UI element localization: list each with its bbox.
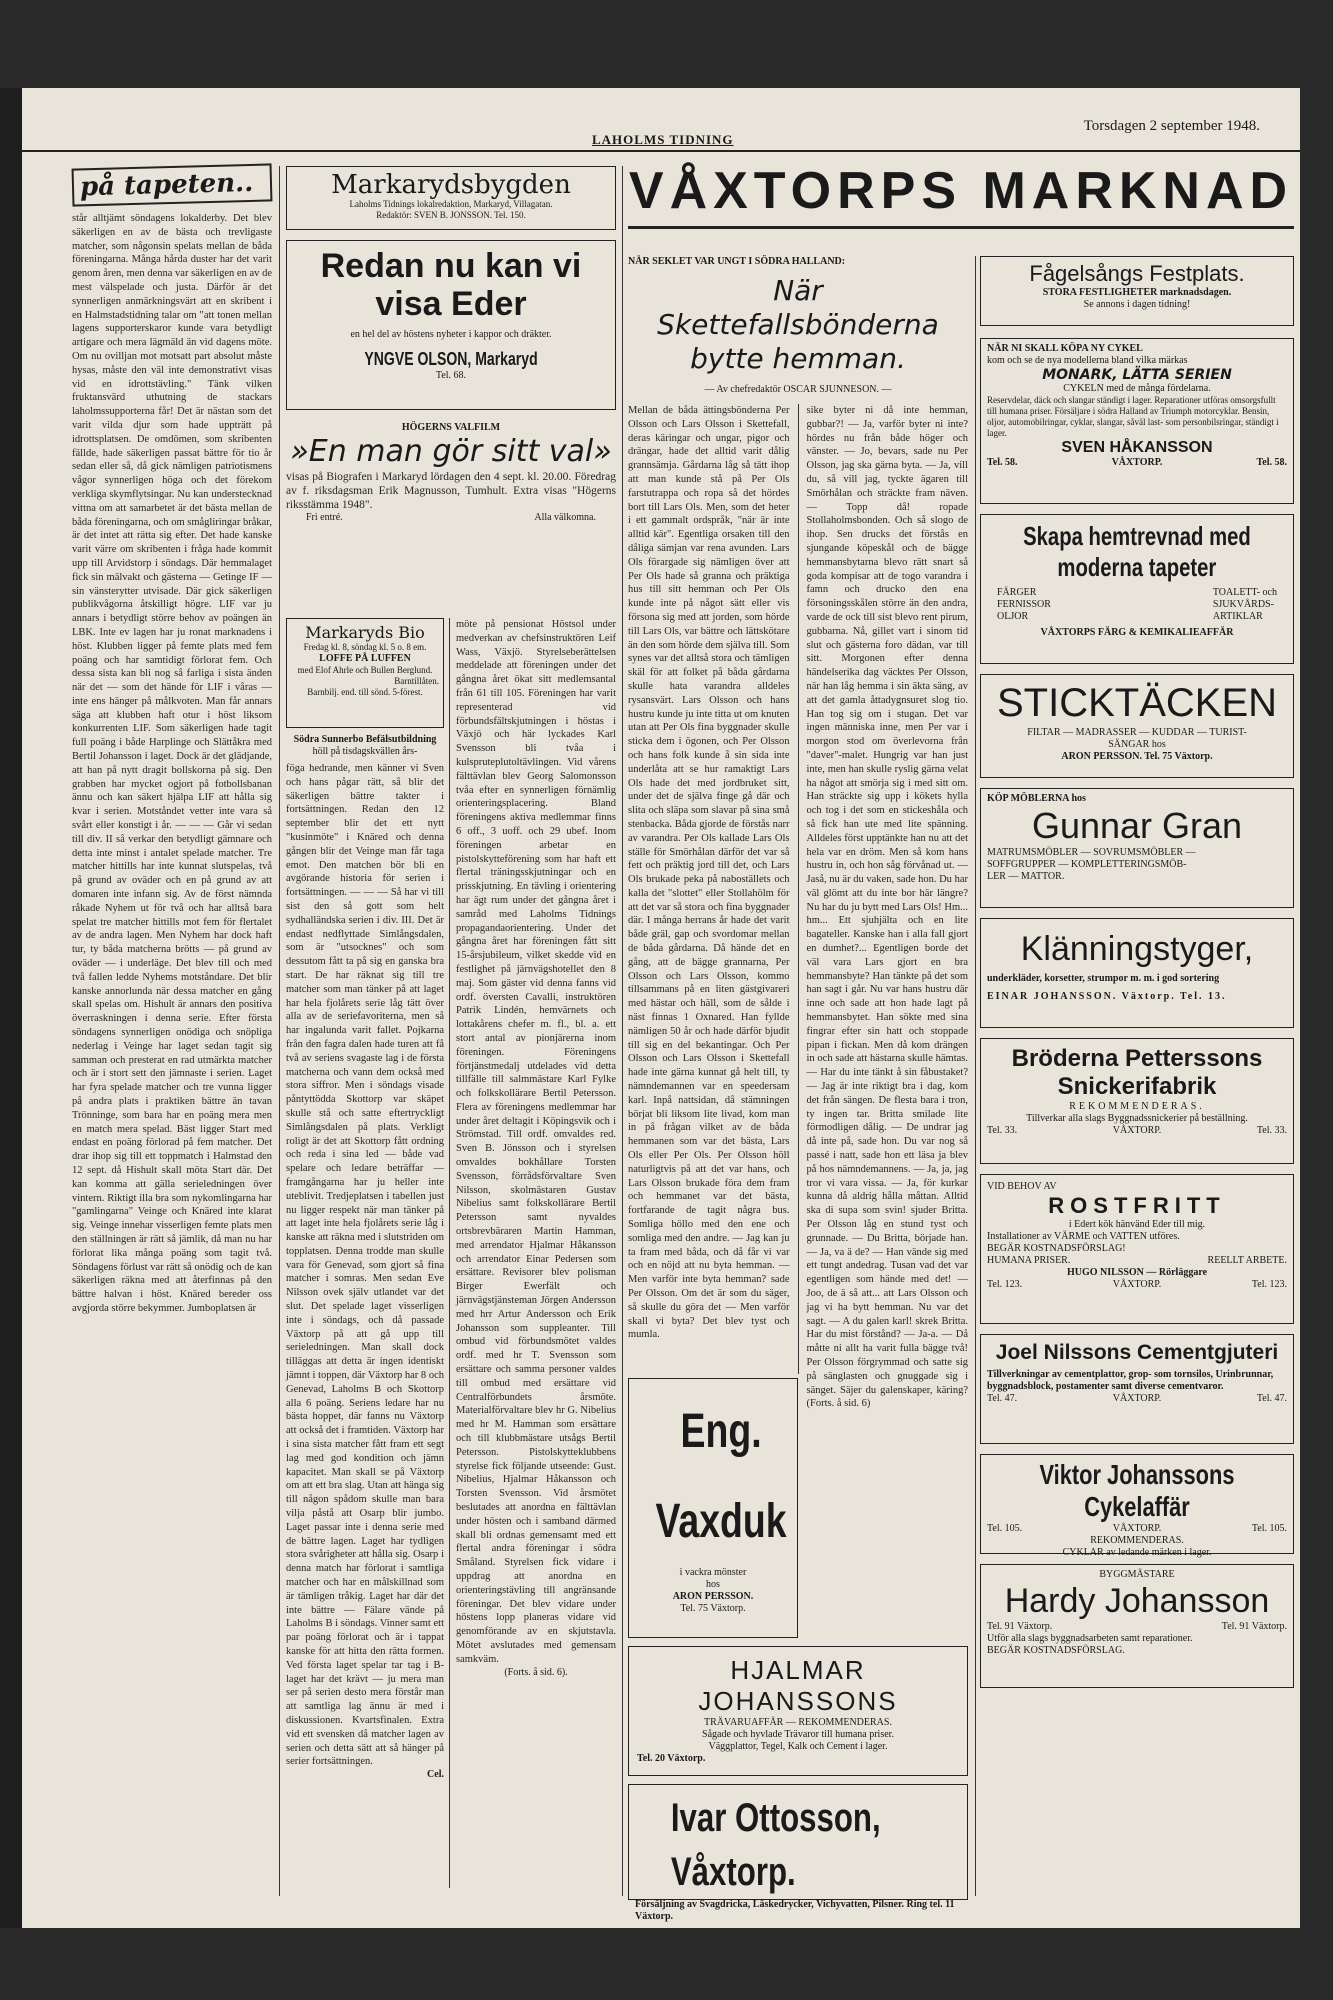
tapeter-item-r1: TOALETT- och (1212, 587, 1277, 598)
cykelaffar-town: VÅXTORP. (1112, 1523, 1162, 1534)
tapeter-item-l2: FERNISSOR (997, 599, 1051, 610)
film-free-entry: Fri entré. (306, 512, 343, 523)
vaxduk-name: ARON PERSSON. (672, 1591, 754, 1602)
hjalmar-tel: Tel. 20 Växtorp. (637, 1753, 706, 1764)
film-welcome: Alla välkomna. (534, 512, 596, 523)
rostfritt-line-1: i Edert kök hänvänd Eder till mig. (1068, 1219, 1206, 1230)
story-byline: — Av chefredaktör OSCAR SJUNNESON. — (704, 384, 892, 395)
cement-title: Joel Nilssons Cementgjuteri (995, 1341, 1279, 1364)
markaryd-title: Markarydsbygden (331, 170, 571, 200)
broderna-title-2: Snickerifabrik (1057, 1073, 1217, 1100)
sticktacken-line-1: FILTAR — MADRASSER — KUDDAR — TURIST- (1027, 727, 1247, 738)
befal-article-text: möte på pensionat Höstsol under medverkan av chefsinstruktören Leif Wass, Växjö. Styrelseberättelsen meddelade att föreningen under det gångna året ökat sitt medlemsantal från 61 till 105. Föreningen har varit representerad vid förbundsfältskjutningen i höstas i Växjö och här lyckades Karl Svensson bli tvåa i kulspruteplutoltävlingen. Vid vårens fälttävlan blev Georg Salomonsson tvåa efter en synnerligen förnämlig orienteringsplacering. Bland föreningens aktiva medlemmar finns 6 off., 3 uoff. och 29 ubef. Inom föreningen arbetar en pistolskytteförening som har haft ett flertal träningsskjutningar och en prisskjutning. En tävling i orientering har ägt rum under det gångna året i samråd med Laholms Tidnings propagandaorientering. Under det gångna året har föreningen fått sitt 15-årsjubileum, vilket skedde vid en festlighet på järnvägshotellet den 8 maj. Som gäster vid denna fanns vid ordf. översten Cavalli, instruktören Patrik Lindén, hemvärnets och lottakårens chefer m. fl., bl. a. ett stort antal av pionjärerna inom föreningen. Föreningens förtjänstmedalj utdelades vid detta tillfälle till salmmästare Karl Fylke och folkskollärare Bertil Petersson. Flera av föreningens medlemmar har under året deltagit i Köpingsvik och i Strömstad. Till ordf. omvaldes red. Sven B. Jönsson och i styrelsen omvaldes bokhållare Torsten Svensson, förrådsförvaltare Sven Nilsson, skolmästaren Gustav Nibelius samt folkskollärare Bertil Petersson samt nyvaldes ortsbrevbäraren Martin Hamman, med arrendator Hjalmar Håkansson och arrendator Einar Pedersen som ersättare. Revisorer blev polisman Birger Ewerfält och järnvägstjänsteman Jörgen Andersson med hrr Artur Andersson och Erik Johansson som suppleanter. Till ombud vid förbundsmötet valdes ordf. med hr T. Svensson som ersättare och samma personer valdes till ombud med ersättare vid Centralförbundets årsmöte. Materialförvaltare blev hr G. Nibelius med hr M. Hamman som ersättare och till klubbmästare utsågs Bertil Petersson. Pistolskytteklubbens styrelse fick följande utseende: Gust. Nibelius, Hjalmar Håkansson och Torsten Svensson. Vid årsmötet beslutades att anordna en fälttävlan under hösten och i samband därmed skall bli ordnas gemensamt med ett flertal andra föreningar i södra Småland. Styrelsen fick vidare i uppdrag att anordna en orienteringstävling till angränsande föreningar. Det blev vidare under höstens lopp planeras vidare vid genomförande av en skjutstavla. Mötet avslutades med gemensam samkväm. (456, 619, 616, 1665)
tapeter-item-r3: ARTIKLAR (1212, 611, 1263, 622)
dateline: Torsdagen 2 september 1948. (1083, 118, 1260, 134)
cykel-ad (980, 338, 1294, 504)
newspaper-page (22, 88, 1300, 1928)
befal-continued: (Forts. å sid. 6). (504, 1666, 568, 1678)
cement-town: VÅXTORP. (1112, 1393, 1162, 1404)
cykelaffar-tel-right: Tel. 105. (1251, 1523, 1287, 1534)
fagelsang-line-1: STORA FESTLIGHETER marknadsdagen. (1042, 287, 1232, 298)
vaxduk-line-1: i vackra mönster (679, 1567, 747, 1578)
story-headline-1: När Skettefallsbönderna (657, 274, 939, 341)
broderna-tel-right: Tel. 33. (1256, 1125, 1287, 1136)
hardy-line-1: Utför alla slags byggnadsarbeten samt reparationer. (987, 1633, 1193, 1644)
hjalmar-line-3: Väggplattor, Tegel, Kalk och Cement i lager. (708, 1741, 888, 1752)
tapeter-item-r2: SJUKVÅRDS- (1212, 599, 1274, 610)
hjalmar-line-2: Sågade och hyvlade Trävaror till humana priser. (702, 1729, 894, 1740)
column-rule (975, 256, 976, 1896)
masthead-rule (22, 150, 1300, 152)
ivar-line: Försäljning av Svagdricka, Läskedrycker, Vichyvatten, Pilsner. Ring tel. 11 Växtorp. (635, 1899, 955, 1922)
hjalmar-ad (628, 1646, 968, 1776)
gunnar-ad (980, 788, 1294, 908)
column-markaryd (286, 166, 616, 1896)
bio-allowed: Barntillåten. (394, 676, 439, 686)
sports-article-text: står alltjämt söndagens lokalderby. Det blev säkerligen en av de bästa och trevligaste matcher, som någonsin spelats mellan de båda föreningarna. Många hårda duster har det varit genom åren, men denna var säkerligen en av de mest välspelade och justa. Därför är det synnerligen anmärkningsvärt att en skribent i en Halmstadstidning talar om "att tonen mellan lagens supporterskaror kunde vara betydligt artigare och mera lägmäld än vid dagens möte. Om nu ovilljan mot motsatt part absolut måste hysas, måste den väl inte demonstrativt visas vid en idrottstävling." Tänk vilken fruktansvärd uthutning de stackars laholmssupporterna får! Det är nästan som det varit vilda djur som hade uppträtt på idrottsplatsen. De omdömen, som skribenten fällde, hade säkerligen passat bättre för tio år sedan eller så, då gick nämligen patriotismens vågor synnerligen höga och det förekom verkliga skymflytsingar. Nu kan understecknad vittna om att samarbetet är det bästa mellan de båda föreningarna, och om smågliringar bråkar, är det intet att rätta sig efter. Det hade kanske varit värre om skribenten i fråga hade kommit upp till Arvidstorp i söndags. Där hemmalaget fick sin mälvakt och gästerna — Getinge IF — sin vänsterytter utvisade. Där gick säkerligen publikvågorna åtskilligt högre. LIF var ju annars i betydligt större behov av poängen än LBK. Inte ev lagen har ju ronat marknadens i höst. Klubben ligger på femte plats med fem poäng och har samtidigt förlorat fem. Och dessa sista kan bli nog så farliga i sista änden när det — som det hände för LIF i våras — inte ens hänger på målkvoten. Man får annars säga att klubben haft otur i höst liksom konkurrenten LIF. Som säkerligen hade tagit full poäng i både Harplinge och Slättåkra med Bertil Johansson i laget. Dock är det glädjande, att han på nytt dragit bollskorna på sig. Den grabben har mycket ogjort på fotbollsbanan ännu och kan säkert hjälpa LIF att hålla sig kvar i serien. Motståndet vetter inte vara så svårt eller konstigt i år. — — — Går vi sedan till div. II så verkar den betydligt gämnare och detta inte minst i antalet spelade matcher. Tre matcher hittills har inte kunnat slutspelas, två på grund av oväder och en på grund av att domaren inte infann sig. Av de först nämnda råkade Nyhem ut för två och har alltså bara spelat tre matcher hittills mot fem för flertalet av de andra lagen. Men Nyhem har dock haft tur, ty båda matcherna brötts — på grund av oväder — i underläge. Det blev till och med två fallen ledde Nyhems motståndare. Det blir kanske annorlunda när dessa matcher en gång skall spelas om. Hishult är annars den positiva överraskningen i denna serie. Efter första söndagens synnerligen onödiga och snöpliga nederlag i Veinge har laget sedan tagit sig samman och presterat en rad utmärkta matcher och är i stort sett den jämnaste i serien. Laget har fyra spelade matcher och tre vunna ligger på andra plats i praktiken bättre än tavan Trönninge, som bara har en poäng mera men en match mera spelad. Bäst ligger Start med endast en poäng förlorad på fem matcher. Det drar ihop sig till ett toppmatch i Halmstad den 12 sept. då Hishult skall möta Start där. Det kan komma att gälla serieledningen över vintern. Riktigt illa bra som nykomlingarna har "gamlingarna" Veinge och Knäred inte klarat sig. Veinge innehar visserligen femte plats men den ställningen är rätt så jämlik, då man nu har förlorat lika många poäng som tagit två. Söndagens förlust var rätt så onödig och de kan säkerligen räkna med att återfinnas på den bättre halvan i höst. Knäred bereder oss avgjorda större bekymmer. Jumboplatsen är (72, 213, 272, 1314)
hardy-tel-left: Tel. 91 Växtorp. (987, 1621, 1053, 1632)
rostfritt-tel-right: Tel. 123. (1251, 1279, 1287, 1290)
vaxduk-title: Eng. Vaxduk (655, 1405, 787, 1548)
broderna-ad (980, 1038, 1294, 1164)
markaryd-subline-1: Laholms Tidnings lokalredaktion, Markaryd, Villagatan. (349, 199, 553, 209)
olson-ad-tel: Tel. 68. (435, 370, 467, 381)
ivar-ad (628, 1784, 968, 1922)
story-text-left: Mellan de båda ättingsbönderna Per Olsson och Lars Olsson i Skettefall, deras käringar och ungar, pigor och drängar, hade det alltid varit dålig grannsämja. Gårdarna låg så tätt ihop att man kunde stå på Per Ols farstutrappa och ropa så det hördes bort till Lars Ols. Men, som det heter i ett gammalt ordspråk, "när är inte alltid kär". Egentliga orsaken till den dåliga sämjan var rena avunden. Lars Ols förargade sig nämligen över att Per Ols hade så granna och präktiga hus till sitt hemman och Per Ols kunde inte på något sätt eller vis försona sig med att jorden, som hörde till Lars Ols, var bättre och lättskötare än den som hörde dem själva till. Som synes var det alltså stora och tämligen skäl för att folket på båda gårdarna skulle hata varandra alldeles rysansvärt. Lars Olsson och hans hustru kunde ju inte titta ut om knuten utan att Per Ols fina byggnader skulle sticka dem i ögonen, och Per Olsson och hans folk kunde å sin sida inte underlåta att se hur ramaktigt Lars Ols hade det med jordbruket sitt, under det de själva finge gå där och slita och släpa som slavar på sina små stenbacka. Båda gjorde de förstås narr av varandra. Per Ols kallade Lars Ols ställe för Smörhålan därför det var så fett och präktig jord till det, och Lars Ols brukade peka på naboställets och kalla det "slottet" eller Stollahölm för att det var så stora och fina byggnader där. I många herrans år hade det varit både gräl, gap och svordomar mellan de båda gårdarna. Då hände det en gång, att de bägge grannarna, Per Olsson och Lars Olsson, kommo tillsammans på en liten gästgivareri med hästar och häll, som de sålde i näst finnas 1 Oxnared. Han fyllde nämligen 50 år och hade därför bjudit till sig en del bekantingar. Och Per Olsson och Lars Olsson i Skettefall hade inte gärna kunnat gå helt till, ty nämndemannen var en speedersam karl. Inpå nattsidan, då stämningen börjat bli liksom lite livad, kom man in på frågan vilket av de båda hemmanen som var det bästa, Lars Ols eller Per Ols. Per Olsson höll naturligtvis på att det var hans, och Lars Olsson brukade föra dem fram och hemmanet var det bästa, fortfarande de tagit några bus. Somliga höllo med den ene och somliga med den andre. — Jag kan ju ta fram med båda, och då får vi var och en nöjd att nu byta hemman. — Men varför inte byta hemman? sade Per Olsson. Om det är som du säger, så skulle du göra det — Men varför skall vi byta? Det blev tyst och mumla. (628, 405, 790, 1341)
bio-cast: med Elof Ahrle och Bullen Berglund. (297, 665, 433, 675)
scan-edge (0, 88, 22, 1928)
bio-title: Markaryds Bio (305, 623, 425, 642)
sticktacken-name: ARON PERSSON. Tel. 75 Växtorp. (1061, 751, 1213, 762)
cykel-brand: MONARK, LÄTTA SERIEN (1042, 367, 1232, 383)
ad-column (980, 256, 1294, 1906)
hjalmar-line-1: TRÄVARUAFFÄR — REKOMMENDERAS. (704, 1717, 892, 1728)
story-subhead: NÄR SEKLET VAR UNGT I SÖDRA HALLAND: (628, 256, 846, 267)
film-text: visas på Biografen i Markaryd lördagen den 4 sept. kl. 20.00. Föredrag av f. riksdagsman Erik Magnusson, Tumhult. Extra visas "Högerns riksstämma 1948". (286, 471, 616, 511)
olson-ad-line: en hel del av höstens nyheter i kappor och dräkter. (350, 329, 552, 340)
gunnar-kicker: KÖP MÖBLERNA hos (987, 793, 1086, 804)
markaryd-subline-2: Redaktör: SVEN B. JONSSON. Tel. 150. (376, 210, 526, 220)
cykelaffar-line-1: REKOMMENDERAS. (1090, 1535, 1184, 1546)
cykel-line-3: CYKELN med de många fördelarna. (1063, 383, 1211, 394)
hardy-kicker: BYGGMÄSTARE (1099, 1569, 1175, 1580)
vaxduk-line-2: hos (706, 1579, 720, 1590)
rostfritt-work: REELLT ARBETE. (1207, 1255, 1287, 1266)
cykelaffar-ad (980, 1454, 1294, 1558)
tapeter-ad (980, 514, 1294, 664)
bio-film: LOFFE PÅ LUFFEN (319, 653, 411, 664)
sodra-sub: höll på tisdagskvällen års- (312, 746, 418, 757)
cement-line-1: Tillverkningar av cementplattor, grop- som tornsilos, Urinbrunnar, byggnadsblock, postamenter samt diverse cementvaror. (987, 1369, 1274, 1392)
cement-ad (980, 1334, 1294, 1444)
olson-ad-name: YNGVE OLSON, Markaryd (364, 349, 538, 369)
column-heading: på tapeten.. (79, 167, 254, 203)
story-block (628, 256, 968, 1410)
gunnar-line-1: MATRUMSMÖBLER — SOVRUMSMÖBLER — (987, 847, 1196, 858)
markaryd-header-box (286, 166, 616, 230)
gunnar-line-3: LER — MATTOR. (987, 871, 1065, 882)
tapeter-title-1: Skapa hemtrevnad med (1023, 521, 1251, 551)
tapeter-item-l1: FÄRGER (997, 587, 1037, 598)
column-rule (279, 166, 280, 1896)
vaxtorp-title: VÅXTORPS MARKNAD (628, 162, 1294, 220)
sticktacken-line-2: SÄNGAR hos (1108, 739, 1166, 750)
rostfritt-line-3: BEGÄR KOSTNADSFÖRSLAG! (987, 1243, 1126, 1254)
broderna-tel-left: Tel. 33. (987, 1125, 1018, 1136)
bio-ad (286, 618, 444, 728)
cykel-tel-right: Tel. 58. (1256, 457, 1287, 468)
paper-name: LAHOLMS TIDNING (592, 132, 734, 147)
film-notice (286, 422, 616, 524)
sticktacken-title: STICKTÄCKEN (996, 681, 1278, 725)
klanning-ad (980, 918, 1294, 1028)
film-title: »En man gör sitt val» (290, 434, 612, 469)
subcol-rule (449, 618, 450, 1888)
column-rule (622, 166, 623, 1896)
broderna-line-2: Tillverkar alla slags Byggnadssnickerier på beställning. (1026, 1113, 1248, 1124)
broderna-town: VÅXTORP. (1112, 1125, 1162, 1136)
masthead (22, 118, 1300, 152)
rostfritt-kicker: VID BEHOV AV (987, 1181, 1057, 1192)
film-kicker: HÖGERNS VALFILM (401, 422, 501, 433)
rostfritt-name: HUGO NILSSON — Rörläggare (1066, 1267, 1208, 1278)
bio-children: Barnbilj. end. till sönd. 5-förest. (307, 687, 423, 697)
column-sports (72, 166, 272, 1896)
cykel-line-4: Reservdelar, däck och slangar ständigt i lager. Reparationer utföras omsorgsfullt till humana priser. Försäljare i södra Halland av Triumph motorcyklar. Bensin, oljor, automobilringar, cyklar, slangar, såväl last- som personbilsringar, ständigt i lager. (987, 395, 1279, 438)
rostfritt-prices: HUMANA PRISER. (987, 1255, 1071, 1266)
rostfritt-ad (980, 1174, 1294, 1324)
rostfritt-line-2: Installationer av VÄRME och VATTEN utföres. (987, 1231, 1180, 1242)
olson-ad-title: Redan nu kan vi visa Eder (320, 247, 582, 323)
cement-tel-left: Tel. 47. (987, 1393, 1018, 1404)
tapeter-item-l3: OLJOR (997, 611, 1029, 622)
rostfritt-title: ROSTFRITT (1048, 1193, 1226, 1218)
hardy-ad (980, 1564, 1294, 1688)
tapeter-footer: VÅXTORPS FÄRG & KEMIKALIEAFFÄR (1040, 627, 1234, 638)
cykelaffar-line-2: CYKLAR av ledande märken i lager. (1062, 1547, 1212, 1558)
cykel-line-1: NÄR NI SKALL KÖPA NY CYKEL (987, 343, 1143, 354)
cykel-tel-left: Tel. 58. (987, 457, 1018, 468)
cement-tel-right: Tel. 47. (1256, 1393, 1287, 1404)
hardy-tel-right: Tel. 91 Växtorp. (1221, 1621, 1287, 1632)
cykel-line-2: kom och se de nya modellerna bland vilka märkas (987, 355, 1188, 366)
vaxduk-tel: Tel. 75 Växtorp. (680, 1603, 746, 1614)
vaxduk-ad (628, 1378, 798, 1638)
hardy-title: Hardy Johansson (1004, 1582, 1270, 1620)
gunnar-title: Gunnar Gran (1031, 805, 1243, 846)
column-heading-box (72, 163, 273, 206)
hardy-line-2: BEGÄR KOSTNADSFÖRSLAG. (987, 1645, 1125, 1656)
klanning-line-2: EINAR JOHANSSON. Växtorp. Tel. 13. (987, 991, 1227, 1002)
fagelsang-line-2: Se annons i dagen tidning! (1083, 299, 1191, 310)
story-headline-2: bytte hemman. (690, 342, 906, 375)
markaryd-signature: Cel. (427, 1769, 444, 1781)
rostfritt-town: VÅXTORP. (1112, 1279, 1162, 1290)
cykelaffar-title: Viktor Johanssons Cykelaffär (1039, 1459, 1235, 1522)
sodra-heading: Södra Sunnerbo Befälsutbildning (293, 734, 437, 745)
rostfritt-tel-left: Tel. 123. (987, 1279, 1023, 1290)
broderna-line-1: REKOMMENDERAS. (1069, 1101, 1205, 1112)
sticktacken-ad (980, 674, 1294, 778)
klanning-line-1: underkläder, korsetter, strumpor m. m. i god sortering (987, 973, 1220, 984)
olson-ad (286, 240, 616, 410)
bio-times: Fredag kl. 8, söndag kl. 5 o. 8 em. (303, 642, 427, 652)
markaryd-left-subcol (286, 618, 444, 1888)
tapeter-title-2: moderna tapeter (1057, 552, 1217, 582)
markaryd-article-text: föga hedrande, men känner vi Sven och hans pågar rätt, så blir det säkerligen bättre takter i fortsättningen. Redan den 12 september blir det ett nytt "kusinmöte" i Knäred och denna gången blir det Veinge man får taga emot. Den matchen bör bli en avgörande historia för serien i fortsättningen. — — — Så har vi till sist den så gott som helt sydhalländska serien i div. III. Det är endast nedflyttade Simlångsdalen, som är "utsocknes" och som dessutom fått ta på sig en ganska bra start. De har räknat sig till tre matcher som man tänker på att laget har hela fjolårets serie låg tätt över alla av de seriefavoriterna, men så har ingalunda varit fallet. Pojkarna från den fagra dalen hade turen att få två av seriens svagaste lag i de första matcherna och vann dem också med stora siffror. Men i söndags visade påntyttödda Skottorp var skäpet skulle stå och satte eftertryckligt Simlångsdalen på plats. Verkligt roligt är det att Skottorp fått ordning och reda i sina led — både vad spelare och ledare beträffar — framgångarna har ju heller inte uteblivit. Tredjeplatsen i tabellen just nu ligger respekt när man tänker på att laget inte hela fjolårets serie låg i kanske att räkna med i slutstriden om topplatsen. Denna trodde man skulle vara för Genevad, som gjort så fina matcher i somras. Men sedan Eve Nilsson ovek själv utlandet var det slut. Det spelade laget visserligen inte i söndags, och då passade Växtorp på att gå upp till serieledningen. Man skall dock tilläggas att detta är ingen identiskt jämnt i toppen, där Växtorp har 8 och Genevad, Laholms B och Skottorp alla 6 poäng. Seriens ledare har nu bästa hoppet, där fanns nu Växtorp att också det i framtiden. Växtorp har i sina sista matcher fått fram ett segt lag med god kondition och jämn kapacitet. Man skall se på Växtorp om att ett bra slag. Utan att hänga sig till någon spådom skulle man bara vilja påstå att Osarp blir jumbo. Laget passar inte i denna serie med de bättre lagen. Laget har tydligen stora svårigheter att hålla sig. Osarp i denna match har förlorat i samtliga matcher och har en målskillnad som är tämligen tråkig. Laget har där det inte bättre — Fälare vände på Laholms B i söndags. Vinner samt ett par poäng förlorat och är i tappat kanske för att hitta den rätta formen. Ved första laget spelar tar tag i B-laget har det krävt — ju mera man ser på serien desto mera förstår man att samtliga lag ännu är med i diskussionen. Kvartsfinalen. Extra vid ett svensken då matcher lagen av serien och detta sätt att så hänger på serier fortsättningen. (286, 763, 444, 1768)
ivar-title: Ivar Ottosson, Våxtorp. (670, 1796, 881, 1894)
cykel-name: SVEN HÅKANSSON (1061, 439, 1213, 456)
broderna-title-1: Bröderna Petterssons (1011, 1045, 1263, 1072)
fagelsang-title: Fågelsångs Festplats. (1029, 261, 1245, 286)
cykel-town: VÅXTORP. (1111, 457, 1163, 468)
story-text-right: sike byter ni då inte hemman, gubbar?! — Ja, varför byter ni inte? hördes nu från både höger och vänster. — Jo, bevars, sade nu Per Olsson, jag ska gärna byta. — Ja, vill du, så vill jag, tyckte ägaren till Smörhålan och sträckte fram näven. — Topp då! ropade Stollaholmsbonden. Och så slogo de ihop. Sen drucks det förstås en sjungande köpeskål och de bägge hemmansbytarna blevo rätt snart så goda kompisar att de togo varandra i famn och drucko den ena försoningsskålen större än den andra, varde de ock till sist blevo rent pirum, gubbarna. Nå, gillet vart i sinom tid slut och gästerna foro dädan, var till sitt. Morgonen efter denna händelserika dag väcktes Per Olsson, när han låg hemma i sin äkta säng, av att det gamla åttadygnsuret slog tio. Han tog sig om i stugan. Det var ingen människa inne, men Per var i morgon stod om överlevorna från "daver"-malet. Hungrig var han just inte, men han skulle ryslig gärna velat ha något att smörja sig i med sitt om. Han sträckte sig upp i kökets hylla och tog i det som en stickeshåla och så fick han ute med lite spänning. Alldeles först upptänkte han nu att det hela var en dröm. Men så kom hans hustru in, och hon såg förvånad ut. — Jaså, nu är du vaken, sade hon. Du har väl glömt att du inte bor här längre? Nu har du ju bytt med Lars Ols! Hm... hm... Ett sjuhjälta och en lite bagateller. Kanske han i alla fall gjort en dumhet?... Egentligen borde det väl vara Lars gjort en bra hemmansbyte? Han tänkte på det som han sagt i går. Nu var hans hustru där inne och sade att hon hade lagt på hemmansbytet. Han sökte med sina fingrar efter sin hatt och stoppade pipan i fickan. Men då kom drängen in och sade att hästarna skulle hämtas. — Har du inte tänkt å sin fåbustaket? — Jag är inte riktigt bra i dag, kom det från sängen. De flesta bara i tron, ty ingen tar. Britta smilade lite förmodligen dålig. — De undrar jag då inte på, sade hon. Du var nog så passé i natt, sade hon ett läsa ja blev på hos nämndemannens. — Ja, ja, jag tror vi vara vissa. — Ja, för kurkar kunna då aldrig hålla måttan. Alltid ska di supa som svin! sjuder Britta. Per Olsson låg en stund tyst och grunnade. — Du Britta, började han. — Ja, va ä de? — Han vände sig med ett tungt andedrag. Tusan vad det var egentligen som hände med det! — Joo, de ä så att... att Lars Olsson och jag vi ha bytt hemman. Nu var det sagt. — A du galen karl! skrek Britta. Har du mist förstånd? — Ja-a. — Då måtte ni allt ha varit fulla bägge två! Per Olsson förgrymmad och satte sig på sänglasten och gnuggade sig i sänget. Säjer du galenskaper, käring? (Forts. å sid. 6) (806, 405, 968, 1410)
gunnar-line-2: SOFFGRUPPER — KOMPLETTERINGSMÖB- (987, 859, 1187, 870)
fagelsang-ad (980, 256, 1294, 326)
markaryd-right-subcol (456, 618, 616, 1888)
cykelaffar-tel-left: Tel. 105. (987, 1523, 1023, 1534)
klanning-title: Klänningstyger, (1020, 930, 1254, 968)
hjalmar-title: HJALMAR JOHANSSONS (698, 1655, 898, 1716)
